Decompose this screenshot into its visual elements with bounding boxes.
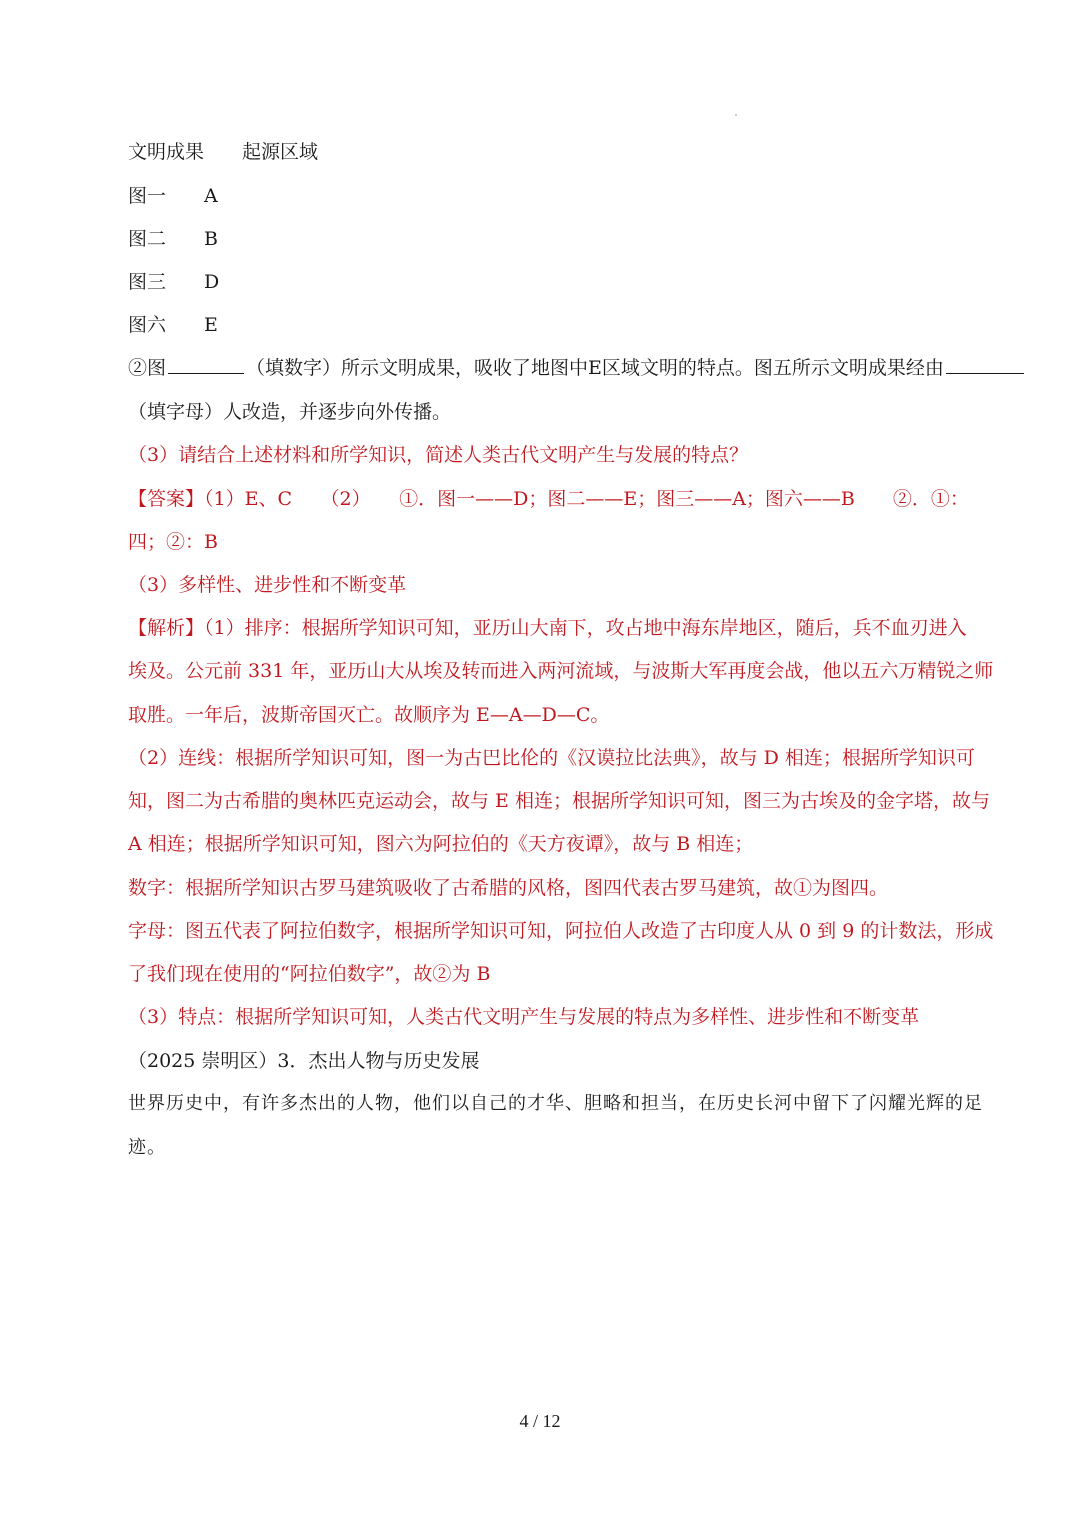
scan-speck bbox=[735, 114, 737, 116]
table-header-col2: 起源区域 bbox=[242, 141, 319, 163]
question-text: （填字母）人改造，并逐步向外传播。 bbox=[128, 401, 452, 423]
answer-text: （1）E、C （2） ①．图一——D；图二——E；图三——A；图六——B ②．①： bbox=[204, 488, 969, 510]
fill-blank-number[interactable] bbox=[168, 355, 244, 374]
table-row bbox=[128, 310, 988, 340]
analysis-text: 埃及。公元前 331 年，亚历山大从埃及转而进入两河流域，与波斯大军再度会战，他以五六万精锐之师 bbox=[128, 660, 994, 682]
analysis-line bbox=[128, 613, 988, 643]
table-cell-region: D bbox=[204, 271, 220, 293]
analysis-text: 知，图二为古希腊的奥林匹克运动会，故与 E 相连；根据所学知识可知，图三为古埃及的金字塔，故与 bbox=[128, 790, 990, 812]
analysis-text: 数字：根据所学知识古罗马建筑吸收了古希腊的风格，图四代表古罗马建筑，故①为图四。 bbox=[128, 877, 889, 899]
table-cell-fig: 图三 bbox=[128, 271, 167, 293]
table-cell-region: A bbox=[204, 185, 218, 207]
analysis-text: 字母：图五代表了阿拉伯数字，根据所学知识可知，阿拉伯人改造了古印度人从 0 到 9 的计数法，形成 bbox=[128, 920, 994, 942]
question-fill-line bbox=[128, 353, 988, 383]
analysis-text: （3）特点：根据所学知识可知，人类古代文明产生与发展的特点为多样性、进步性和不断变革 bbox=[128, 1006, 920, 1028]
next-question-intro: 迹。 bbox=[128, 1137, 166, 1158]
table-cell-fig: 图六 bbox=[128, 314, 167, 336]
question-3: （3）请结合上述材料和所学知识，简述人类古代文明产生与发展的特点？ bbox=[128, 444, 749, 466]
answer-line bbox=[128, 484, 988, 514]
table-header-col1: 文明成果 bbox=[128, 141, 205, 163]
next-question-intro: 世界历史中，有许多杰出的人物，他们以自己的才华、胆略和担当，在历史长河中留下了闪耀光辉的足 bbox=[128, 1093, 983, 1114]
table-row bbox=[128, 181, 988, 211]
table-cell-fig: 图一 bbox=[128, 185, 167, 207]
table-cell-region: B bbox=[204, 228, 218, 250]
fill-blank-letter[interactable] bbox=[946, 355, 1024, 374]
table-row bbox=[128, 267, 988, 297]
page-number: 4 / 12 bbox=[519, 1411, 561, 1431]
analysis-text: 了我们现在使用的“阿拉伯数字”，故②为 B bbox=[128, 963, 491, 985]
analysis-text: （1）排序：根据所学知识可知，亚历山大南下，攻占地中海东岸地区，随后，兵不血刃进入 bbox=[204, 617, 967, 639]
table-header bbox=[128, 137, 988, 167]
question-text: （填数字）所示文明成果，吸收了地图中E区域文明的特点。图五所示文明成果经由 bbox=[246, 357, 944, 379]
answer-text: 四；②：B bbox=[128, 531, 218, 553]
table-row bbox=[128, 224, 988, 254]
table-cell-region: E bbox=[204, 314, 218, 336]
analysis-label: 【解析】 bbox=[128, 617, 205, 639]
analysis-text: A 相连；根据所学知识可知，图六为阿拉伯的《天方夜谭》，故与 B 相连； bbox=[128, 833, 754, 855]
answer-text: （3）多样性、进步性和不断变革 bbox=[128, 574, 407, 596]
analysis-text: 取胜。一年后，波斯帝国灭亡。故顺序为 E—A—D—C。 bbox=[128, 704, 610, 726]
question-text: ②图 bbox=[128, 357, 167, 379]
next-question-title: （2025 崇明区）3．杰出人物与历史发展 bbox=[128, 1050, 480, 1072]
answer-label: 【答案】 bbox=[128, 488, 205, 510]
analysis-text: （2）连线：根据所学知识可知，图一为古巴比伦的《汉谟拉比法典》，故与 D 相连；根据所学知识可 bbox=[128, 747, 975, 769]
table-cell-fig: 图二 bbox=[128, 228, 167, 250]
